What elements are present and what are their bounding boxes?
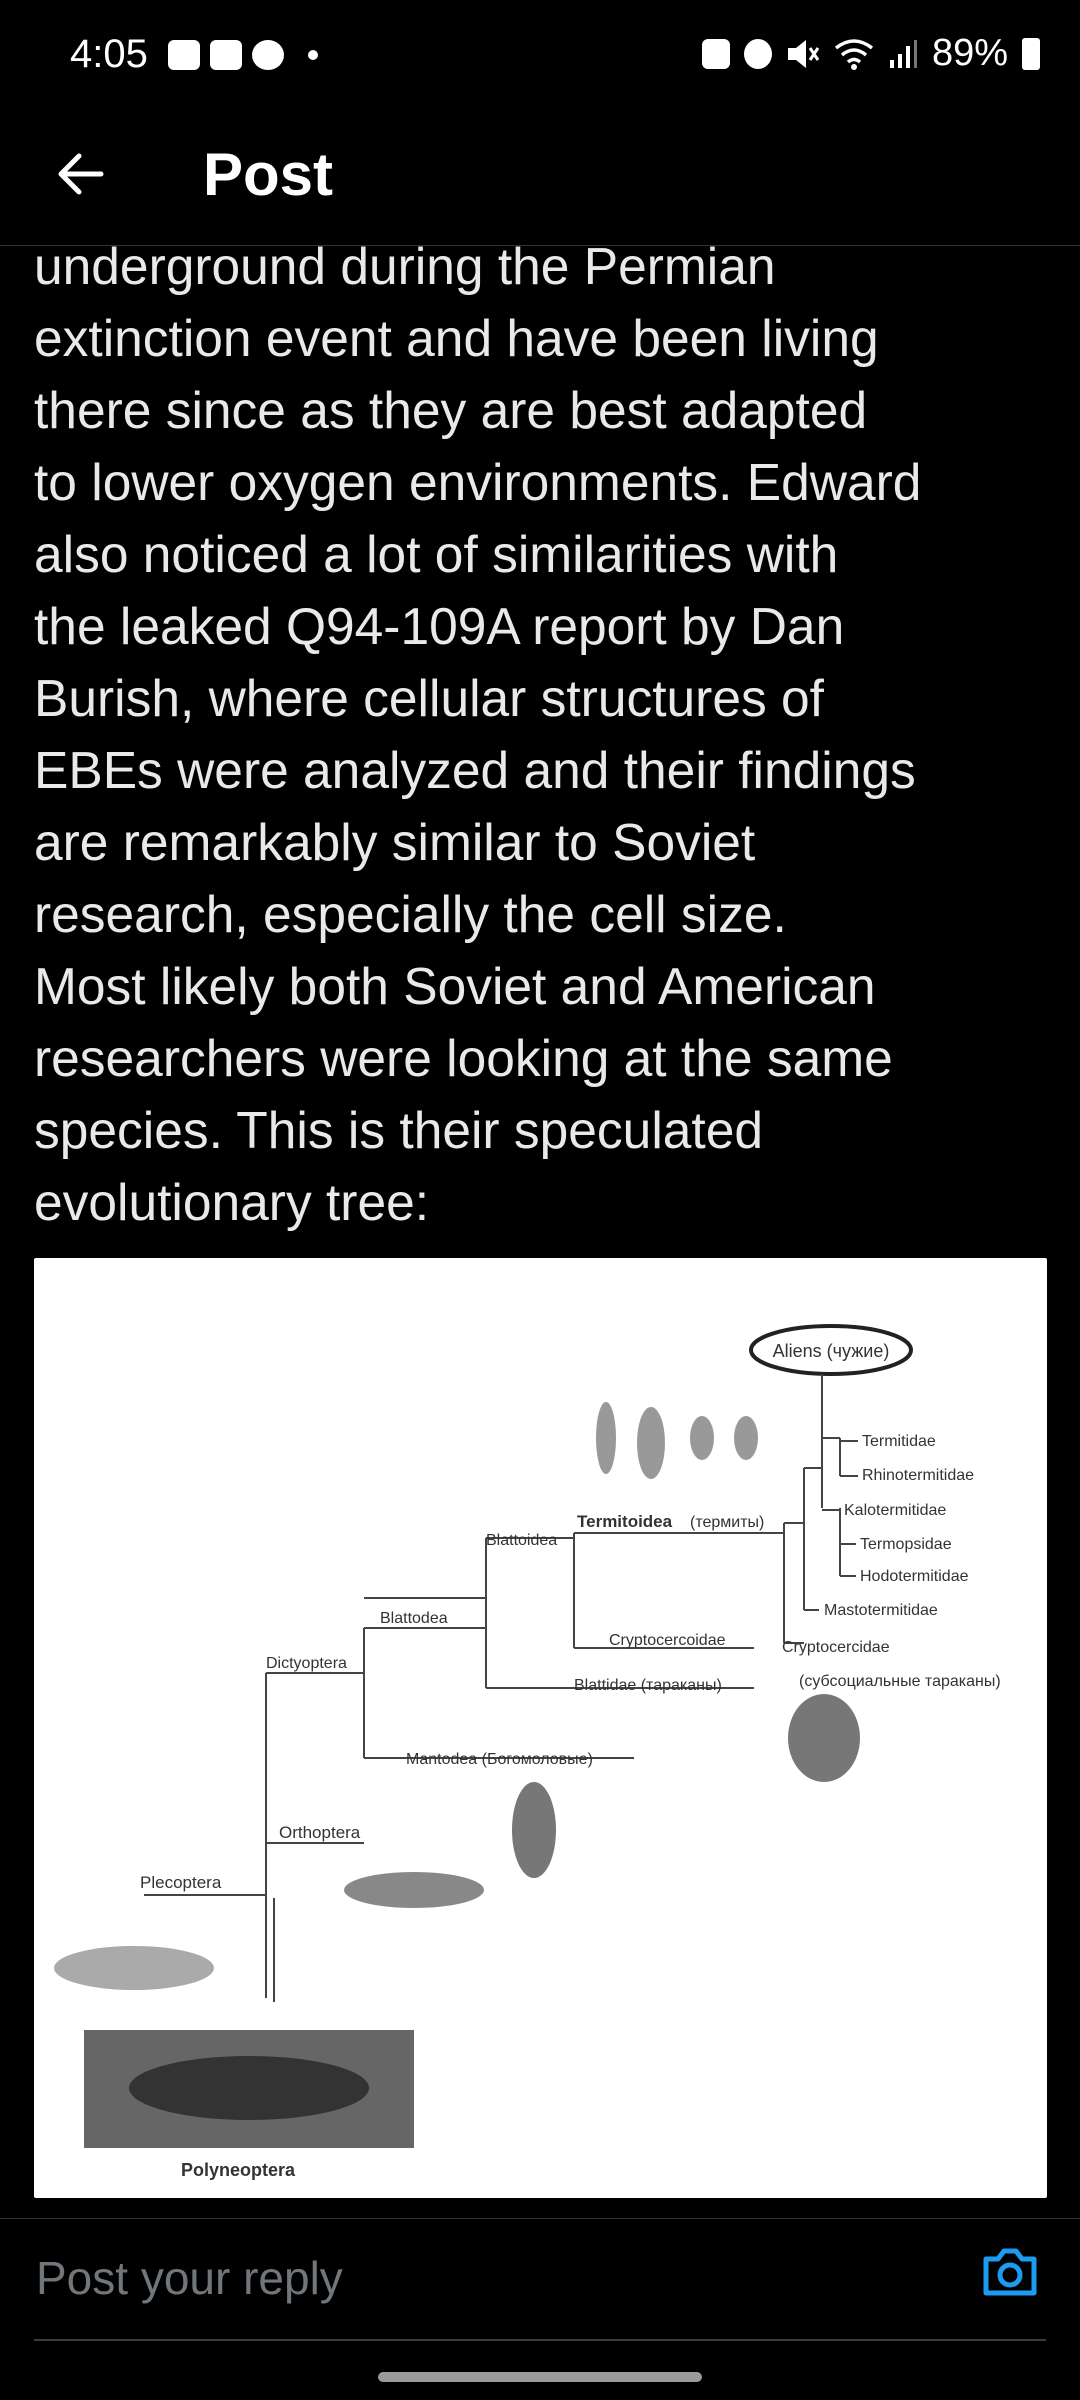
cryptocercidae-ru-label: (субсоциальные тараканы) (799, 1673, 1001, 1690)
evolutionary-tree-diagram (34, 1258, 1047, 2198)
battery-percent: 89% (931, 32, 1008, 74)
tree-lines (144, 1374, 858, 2002)
status-left-icons (168, 40, 318, 70)
battery-saver-icon (702, 39, 730, 69)
cockroach-illustration (788, 1694, 860, 1782)
post-header (0, 120, 1080, 246)
dictyoptera-label: Dictyoptera (266, 1655, 347, 1672)
status-time: 4:05 (70, 32, 148, 76)
signal-icon (888, 38, 918, 70)
termite-illustrations (596, 1402, 758, 1479)
reply-underline (34, 2339, 1046, 2341)
reply-input[interactable] (34, 2237, 938, 2319)
plecoptera-label: Plecoptera (140, 1873, 222, 1892)
alarm-icon (744, 39, 772, 69)
camera-button[interactable] (980, 2243, 1044, 2307)
family-label: Rhinotermitidae (862, 1467, 975, 1484)
page-title: Post (203, 141, 334, 208)
youtube-icon (210, 40, 242, 70)
aliens-label: Aliens (чужие) (772, 1341, 890, 1361)
status-right-icons (702, 32, 1040, 75)
battery-icon (1022, 38, 1040, 70)
back-button[interactable] (48, 142, 112, 206)
mute-icon (786, 38, 820, 70)
camera-icon (980, 2243, 1040, 2299)
gallery-icon (168, 40, 200, 70)
account-icon (252, 40, 284, 70)
family-label: Termopsidae (860, 1536, 952, 1553)
family-label: Kalotermitidae (844, 1502, 947, 1519)
cryptocercoidae-label: Cryptocercoidae (609, 1632, 726, 1649)
home-indicator[interactable] (378, 2372, 702, 2382)
mantis-illustration (512, 1782, 556, 1878)
blattodea-label: Blattodea (380, 1610, 448, 1627)
orthoptera-label: Orthoptera (279, 1823, 361, 1842)
blattoidea-label: Blattoidea (486, 1532, 558, 1549)
mantodea-label: Mantodea (Богомоловые) (406, 1751, 593, 1768)
family-label: Hodotermitidae (860, 1568, 969, 1585)
grasshopper-illustration (344, 1872, 484, 1908)
termitoidea-label: Termitoidea (577, 1512, 673, 1531)
stonefly-illustration (54, 1946, 214, 1990)
family-label: Termitidae (862, 1433, 936, 1450)
family-label: Mastotermitidae (824, 1602, 938, 1619)
post-image[interactable] (34, 1258, 1047, 2198)
wifi-icon (834, 38, 874, 70)
termitoidea-ru-label: (термиты) (690, 1514, 765, 1531)
dot-icon (308, 50, 318, 60)
blattidae-label: Blattidae (тараканы) (574, 1677, 722, 1694)
polyneoptera-label: Polyneoptera (181, 2160, 296, 2180)
cryptocercidae-label: Cryptocercidae (782, 1639, 890, 1656)
arrow-left-icon (55, 152, 105, 196)
status-bar (0, 0, 1080, 120)
reply-bar (0, 2218, 1080, 2339)
post-body-text: underground during the Permian extinction event and have been living there since as they are best adapted to lower oxygen environments. Edward also noticed a lot of similarities with the leaked Q94-109A report by Dan Burish, where cellular structures of EBEs were analyzed and their findings are remarkably similar to Soviet research, especially the cell size. Most likely both Soviet and American researchers were looking at the same species. This is their speculated evolutionary tree: (34, 237, 922, 1231)
